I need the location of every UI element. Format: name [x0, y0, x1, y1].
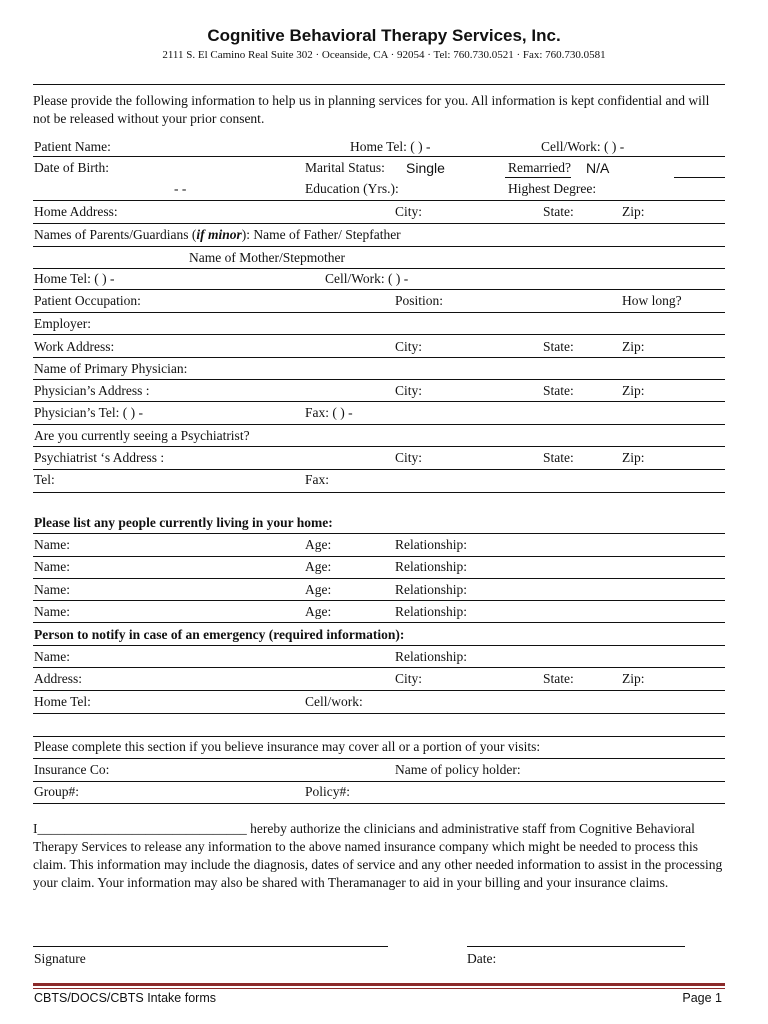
zip-label: Zip:: [622, 383, 645, 398]
emergency-heading: Person to notify in case of an emergency (required information):: [34, 627, 405, 642]
row-line: [33, 622, 725, 623]
household-name-label: Name:: [34, 604, 70, 619]
parents-guardians-label: Names of Parents/Guardians (if minor): Name of Father/ Stepfather: [34, 227, 401, 242]
insurance-company-label: Insurance Co:: [34, 762, 110, 777]
household-age-label: Age:: [305, 537, 332, 552]
household-relationship-label: Relationship:: [395, 537, 467, 552]
remarried-value[interactable]: N/A: [586, 160, 610, 176]
cell-work-label: Cell/Work: ( ) -: [325, 271, 409, 286]
row-line: [33, 289, 725, 290]
dob-label: Date of Birth:: [34, 160, 109, 175]
signature-line[interactable]: [33, 946, 388, 947]
row-line: [33, 469, 725, 470]
physician-tel-label: Physician’s Tel: ( ) -: [34, 405, 144, 420]
marital-status-value[interactable]: Single: [406, 160, 445, 176]
row-line: [33, 803, 725, 804]
emergency-relationship-label: Relationship:: [395, 649, 467, 664]
row-line: [33, 312, 725, 313]
household-age-label: Age:: [305, 582, 332, 597]
patient-name-label: Patient Name:: [34, 139, 111, 154]
city-label: City:: [395, 671, 423, 686]
home-address-label: Home Address:: [34, 204, 118, 219]
row-line: [33, 492, 725, 493]
cell-work-label: Cell/Work: ( ) -: [541, 139, 625, 154]
mother-label: Name of Mother/Stepmother: [189, 250, 345, 265]
state-label: State:: [543, 450, 574, 465]
page-number: Page 1: [682, 991, 722, 1005]
footer-rule: [33, 983, 725, 986]
row-line: [33, 667, 725, 668]
emergency-address-label: Address:: [34, 671, 82, 686]
home-tel-label: Home Tel: ( ) -: [350, 139, 431, 154]
state-label: State:: [543, 204, 574, 219]
employer-label: Employer:: [34, 316, 91, 331]
household-name-label: Name:: [34, 559, 70, 574]
state-label: State:: [543, 383, 574, 398]
row-line: [33, 379, 725, 380]
intro-text: Please provide the following information to help us in planning services for you. All information is kept confidential and will not be released without your prior consent.: [33, 93, 710, 126]
form-title: Cognitive Behavioral Therapy Services, Inc.: [207, 26, 561, 45]
household-relationship-label: Relationship:: [395, 582, 467, 597]
policy-holder-label: Name of policy holder:: [395, 762, 521, 777]
physician-address-label: Physician’s Address :: [34, 383, 150, 398]
zip-label: Zip:: [622, 450, 645, 465]
row-line: [33, 223, 725, 224]
household-name-label: Name:: [34, 582, 70, 597]
authorization-text: I_______________________________ hereby authorize the clinicians and administrative staff from Cognitive Behavioral Therapy Services to release any information to the above named insurance company which might be needed to process this claim. This information may include the diagnosis, dates of service and any other needed information to assist in the processing your claim. Your information may also be shared with Theramanager to aid in your billing and your insurance claims.: [33, 821, 723, 890]
row-line: [33, 401, 725, 402]
psychiatrist-question: Are you currently seeing a Psychiatrist?: [34, 428, 250, 443]
signature-label: Signature: [34, 951, 86, 966]
household-relationship-label: Relationship:: [395, 559, 467, 574]
row-line: [33, 781, 725, 782]
household-heading: Please list any people currently living in your home:: [34, 515, 333, 530]
state-label: State:: [543, 671, 574, 686]
divider: [33, 84, 725, 85]
row-line: [33, 578, 725, 579]
field-underline: [674, 177, 725, 178]
row-line: [33, 246, 725, 247]
home-tel-label: Home Tel: ( ) -: [34, 271, 115, 286]
zip-label: Zip:: [622, 671, 645, 686]
marital-status-label: Marital Status:: [305, 160, 385, 175]
emergency-name-label: Name:: [34, 649, 70, 664]
row-line: [33, 533, 725, 534]
company-address: 2111 S. El Camino Real Suite 302 · Oceanside, CA · 92054 · Tel: 760.730.0521 · Fax: 760.730.0581: [162, 49, 606, 61]
insurance-intro: Please complete this section if you believe insurance may cover all or a portion of your visits:: [34, 739, 541, 754]
psychiatrist-address-label: Psychiatrist ‘s Address :: [34, 450, 165, 465]
remarried-label: Remarried?: [508, 160, 571, 175]
physician-fax-label: Fax: ( ) -: [305, 405, 353, 420]
city-label: City:: [395, 204, 423, 219]
field-underline: [505, 177, 571, 178]
row-line: [33, 268, 725, 269]
position-label: Position:: [395, 293, 444, 308]
zip-label: Zip:: [622, 204, 645, 219]
household-age-label: Age:: [305, 604, 332, 619]
household-name-label: Name:: [34, 537, 70, 552]
state-label: State:: [543, 339, 574, 354]
row-line: [33, 713, 725, 714]
city-label: City:: [395, 450, 423, 465]
row-line: [33, 424, 725, 425]
primary-physician-label: Name of Primary Physician:: [34, 361, 188, 376]
date-line[interactable]: [467, 946, 685, 947]
education-label: Education (Yrs.):: [305, 181, 399, 196]
dob-dashes: - -: [174, 181, 187, 196]
date-label: Date:: [467, 951, 497, 966]
footer-doc-path: CBTS/DOCS/CBTS Intake forms: [34, 991, 216, 1005]
policy-number-label: Policy#:: [305, 784, 351, 799]
work-address-label: Work Address:: [34, 339, 115, 354]
psychiatrist-fax-label: Fax:: [305, 472, 330, 487]
row-line: [33, 690, 725, 691]
row-line: [33, 600, 725, 601]
row-line: [33, 200, 725, 201]
household-relationship-label: Relationship:: [395, 604, 467, 619]
footer-rule-thin: [33, 988, 725, 989]
occupation-label: Patient Occupation:: [34, 293, 141, 308]
row-line: [33, 736, 725, 737]
row-line: [33, 357, 725, 358]
psychiatrist-tel-label: Tel:: [34, 472, 55, 487]
row-line: [33, 156, 725, 157]
row-line: [33, 334, 725, 335]
how-long-label: How long?: [622, 293, 682, 308]
emergency-home-tel-label: Home Tel:: [34, 694, 91, 709]
group-number-label: Group#:: [34, 784, 79, 799]
row-line: [33, 758, 725, 759]
row-line: [33, 446, 725, 447]
highest-degree-label: Highest Degree:: [508, 181, 597, 196]
household-age-label: Age:: [305, 559, 332, 574]
city-label: City:: [395, 339, 423, 354]
row-line: [33, 645, 725, 646]
zip-label: Zip:: [622, 339, 645, 354]
city-label: City:: [395, 383, 423, 398]
emergency-cell-label: Cell/work:: [305, 694, 363, 709]
row-line: [33, 556, 725, 557]
